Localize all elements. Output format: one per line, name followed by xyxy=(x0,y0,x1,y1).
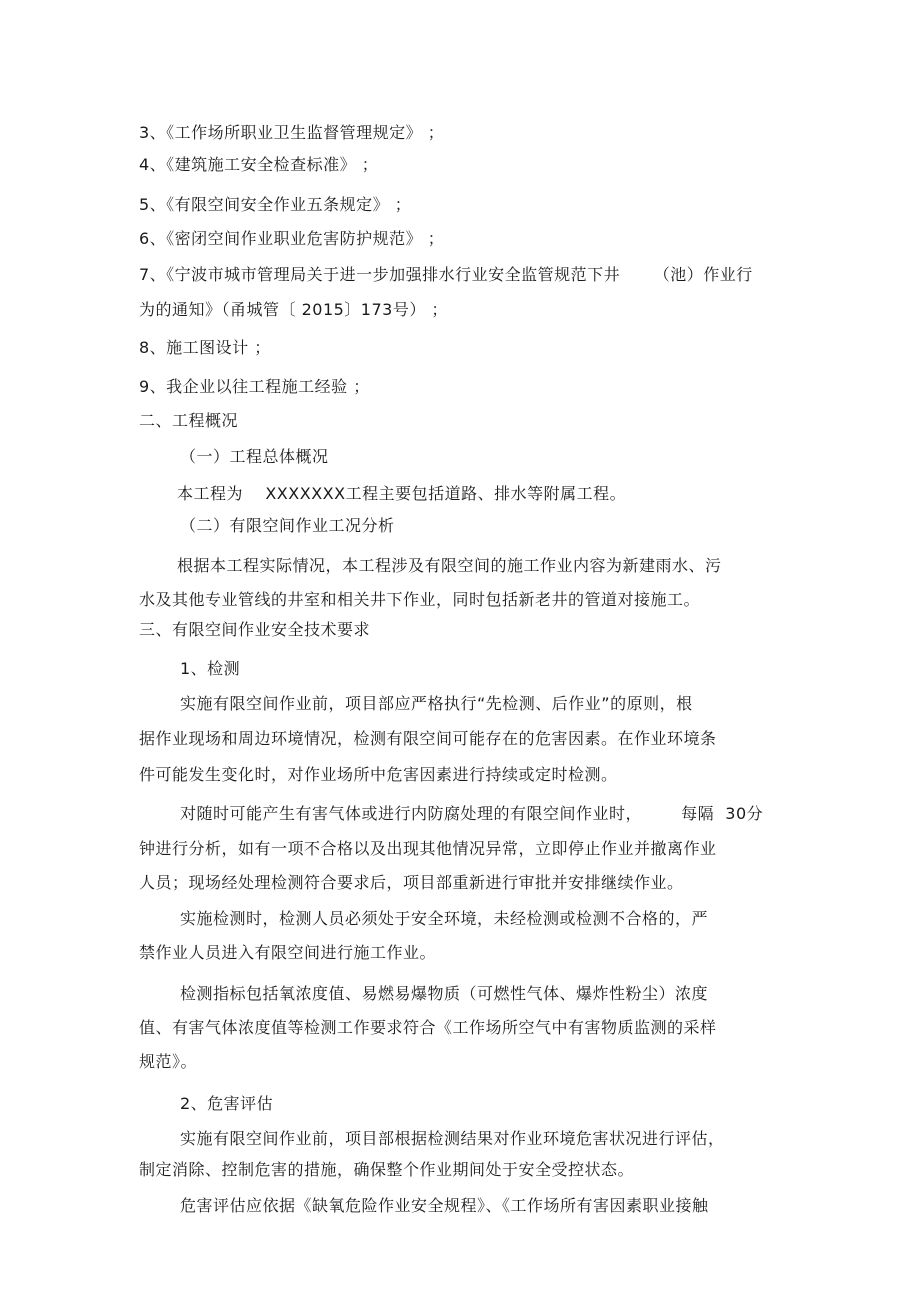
detection-p4-line3: 规范》。 xyxy=(139,1052,198,1071)
section-heading-2: 二、工程概况 xyxy=(139,411,239,430)
detection-p1-line3: 件可能发生变化时，对作业场所中危害因素进行持续或定时检测。 xyxy=(139,765,618,784)
detection-p4-line2: 值、有害气体浓度值等检测工作要求符合《工作场所空气中有害物质监测的采样 xyxy=(139,1018,717,1037)
section-heading-3: 三、有限空间作业安全技术要求 xyxy=(139,620,371,639)
detection-p4-line1: 检测指标包括氧浓度值、易燃易爆物质（可燃性气体、爆炸性粉尘）浓度 xyxy=(180,984,709,1003)
subsection-heading-analysis: （二）有限空间作业工况分析 xyxy=(180,516,395,535)
heading-hazard-assessment: 2、危害评估 xyxy=(180,1094,274,1113)
detection-p2-line3: 人员；现场经处理检测符合要求后，项目部重新进行审批并安排继续作业。 xyxy=(139,873,684,892)
overview-paragraph: 本工程为 XXXXXXX工程主要包括道路、排水等附属工程。 xyxy=(177,484,627,503)
assessment-p1-line1: 实施有限空间作业前，项目部根据检测结果对作业环境危害状况进行评估， xyxy=(180,1129,725,1148)
assessment-p1-line2: 制定消除、控制危害的措施，确保整个作业期间处于安全受控状态。 xyxy=(139,1160,635,1179)
ref-item-7-line1: 7、《宁波市城市管理局关于进一步加强排水行业安全监管规范下井 （池）作业行 xyxy=(139,265,753,284)
detection-p2-line2: 钟进行分析，如有一项不合格以及出现其他情况异常，立即停止作业并撤离作业 xyxy=(139,839,717,858)
ref-item-4: 4、《建筑施工安全检查标准》 ； xyxy=(139,155,379,174)
analysis-line2: 水及其他专业管线的井室和相关井下作业，同时包括新老井的管道对接施工。 xyxy=(139,590,701,609)
detection-p3-line1: 实施检测时，检测人员必须处于安全环境，未经检测或检测不合格的，严 xyxy=(180,909,709,928)
ref-item-6: 6、《密闭空间作业职业危害防护规范》 ； xyxy=(139,229,445,248)
ref-item-9: 9、我企业以往工程施工经验 ； xyxy=(139,377,370,396)
assessment-p2-line1: 危害评估应依据《缺氧危险作业安全规程》、《工作场所有害因素职业接触 xyxy=(180,1196,709,1215)
detection-p1-line2: 据作业现场和周边环境情况，检测有限空间可能存在的危害因素。在作业环境条 xyxy=(139,729,717,748)
ref-item-8: 8、施工图设计 ； xyxy=(139,338,271,357)
analysis-line1: 根据本工程实际情况，本工程涉及有限空间的施工作业内容为新建雨水、污 xyxy=(177,556,722,575)
detection-p2-line1: 对随时可能产生有害气体或进行内防腐处理的有限空间作业时， 每隔 30分 xyxy=(180,804,764,823)
ref-item-5: 5、《有限空间安全作业五条规定》 ； xyxy=(139,195,412,214)
subsection-heading-overview: （一）工程总体概况 xyxy=(180,447,329,466)
ref-item-3: 3、《工作场所职业卫生监督管理规定》 ； xyxy=(139,123,445,142)
detection-p1-line1: 实施有限空间作业前，项目部应严格执行“先检测、后作业”的原则，根 xyxy=(180,694,693,713)
heading-detection: 1、检测 xyxy=(180,659,241,678)
detection-p3-line2: 禁作业人员进入有限空间进行施工作业。 xyxy=(139,943,437,962)
ref-item-7-line2: 为的通知》（甬城管〔 2015〕173号） ； xyxy=(139,300,448,319)
